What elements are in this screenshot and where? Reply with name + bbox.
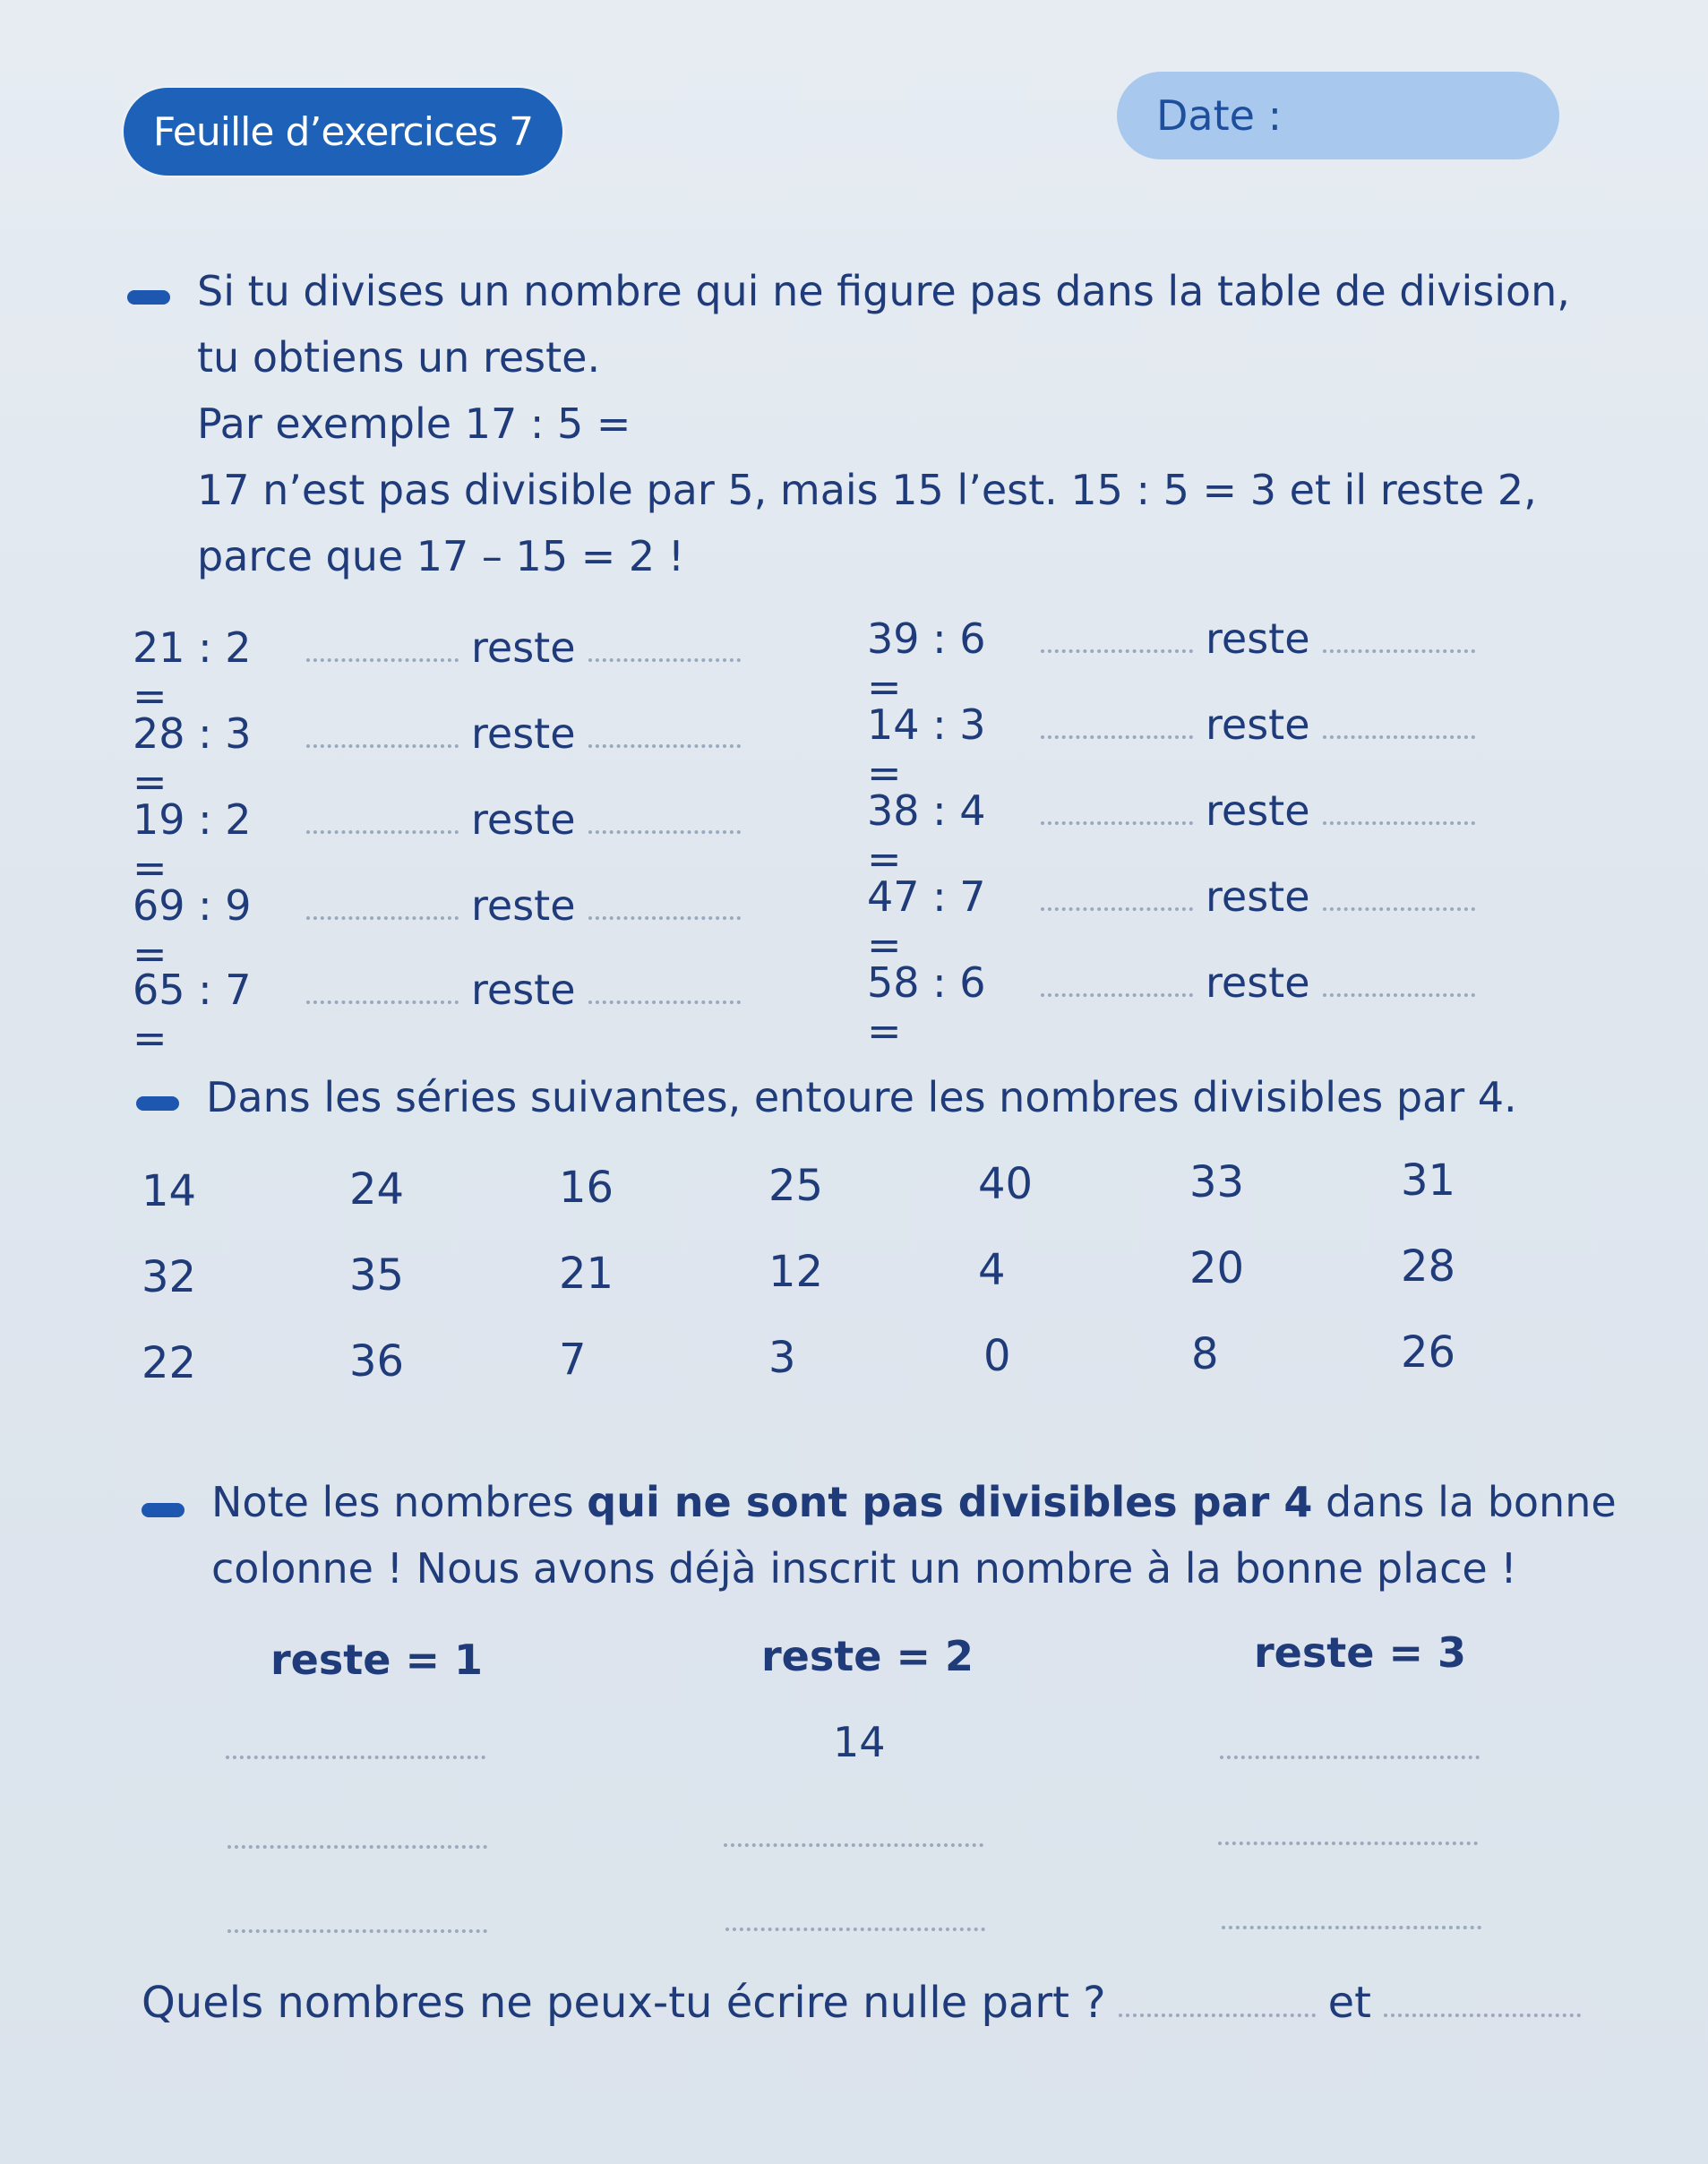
intro-text xyxy=(197,258,1576,589)
bullet-icon xyxy=(142,1503,185,1517)
remainder-answer-blank[interactable] xyxy=(588,997,741,1004)
division-row xyxy=(867,786,1488,883)
sorting-instruction-line-2: colonne ! Nous avons déjà inscrit un nombre à la bonne place ! xyxy=(211,1544,1517,1593)
answer-blank-first[interactable] xyxy=(1119,2010,1316,2017)
remainder-answer-blank[interactable] xyxy=(1323,646,1475,653)
intro-line-2: tu obtiens un reste. xyxy=(197,333,601,382)
quotient-answer-blank[interactable] xyxy=(1041,732,1193,739)
answer-blank-col1-row1[interactable] xyxy=(226,1752,485,1759)
grid-number[interactable]: 32 xyxy=(142,1252,197,1302)
grid-number[interactable]: 26 xyxy=(1401,1327,1456,1378)
quotient-answer-blank[interactable] xyxy=(306,655,459,662)
remainder-answer-blank[interactable] xyxy=(1323,990,1475,997)
division-expression: 69 : 9 = xyxy=(133,881,252,978)
quotient-answer-blank[interactable] xyxy=(1041,818,1193,825)
division-expression: 28 : 3 = xyxy=(133,709,252,806)
division-expression: 14 : 3 = xyxy=(867,700,986,797)
worksheet-title-badge xyxy=(124,88,562,176)
division-expression: 21 : 2 = xyxy=(133,623,252,720)
bullet-icon xyxy=(136,1096,179,1111)
grid-number[interactable]: 12 xyxy=(768,1247,824,1297)
column-header-reste-3: reste = 3 xyxy=(1254,1628,1467,1677)
grid-number[interactable]: 31 xyxy=(1401,1155,1456,1206)
answer-blank-col2-row3[interactable] xyxy=(725,1924,985,1931)
intro-line-5: parce que 17 – 15 = 2 ! xyxy=(197,532,685,580)
answer-blank-col1-row2[interactable] xyxy=(227,1842,487,1849)
answer-blank-col1-row3[interactable] xyxy=(227,1926,487,1933)
column-header-reste-2: reste = 2 xyxy=(761,1632,974,1680)
division-expression: 19 : 2 = xyxy=(133,795,252,892)
division-expression: 65 : 7 = xyxy=(133,966,252,1062)
final-question-row xyxy=(142,1978,1593,2028)
date-field[interactable] xyxy=(1117,72,1559,159)
division-row xyxy=(867,872,1488,969)
answer-blank-col3-row1[interactable] xyxy=(1220,1752,1480,1759)
reste-label: reste xyxy=(1206,786,1310,835)
quotient-answer-blank[interactable] xyxy=(306,913,459,920)
quotient-answer-blank[interactable] xyxy=(1041,990,1193,997)
remainder-answer-blank[interactable] xyxy=(1323,732,1475,739)
reste-label: reste xyxy=(1206,958,1310,1007)
grid-number[interactable]: 16 xyxy=(559,1163,614,1213)
reste-label: reste xyxy=(471,795,576,844)
grid-number[interactable]: 14 xyxy=(142,1166,197,1216)
grid-number[interactable]: 33 xyxy=(1189,1157,1245,1207)
division-row xyxy=(133,966,753,1062)
division-row xyxy=(133,795,753,892)
quotient-answer-blank[interactable] xyxy=(1041,904,1193,911)
answer-blank-col3-row2[interactable] xyxy=(1218,1838,1478,1845)
answer-blank-col3-row3[interactable] xyxy=(1222,1922,1481,1929)
grid-number[interactable]: 35 xyxy=(349,1250,405,1301)
grid-number[interactable]: 25 xyxy=(768,1161,824,1211)
bullet-icon xyxy=(127,290,170,305)
quotient-answer-blank[interactable] xyxy=(1041,646,1193,653)
reste-label: reste xyxy=(1206,614,1310,663)
date-label: Date : xyxy=(1156,91,1283,140)
grid-number[interactable]: 3 xyxy=(768,1333,796,1383)
reste-label: reste xyxy=(471,966,576,1014)
division-row xyxy=(867,958,1488,1055)
reste-label: reste xyxy=(1206,872,1310,921)
division-row xyxy=(867,700,1488,797)
instruction-text: Note les nombres xyxy=(211,1478,588,1526)
division-row xyxy=(133,623,753,720)
division-row xyxy=(867,614,1488,711)
intro-line-3: Par exemple 17 : 5 = xyxy=(197,399,631,448)
reste-label: reste xyxy=(1206,700,1310,749)
answer-blank-second[interactable] xyxy=(1384,2010,1581,2017)
quotient-answer-blank[interactable] xyxy=(306,827,459,834)
and-label: et xyxy=(1327,1978,1371,2028)
division-row xyxy=(133,881,753,978)
grid-number[interactable]: 0 xyxy=(983,1331,1011,1381)
grid-number[interactable]: 28 xyxy=(1401,1241,1456,1292)
grid-number[interactable]: 8 xyxy=(1191,1329,1219,1379)
grid-number[interactable]: 22 xyxy=(142,1338,197,1388)
grid-number[interactable]: 7 xyxy=(559,1335,587,1385)
prefilled-answer: 14 xyxy=(833,1718,886,1766)
quotient-answer-blank[interactable] xyxy=(306,741,459,748)
remainder-answer-blank[interactable] xyxy=(588,741,741,748)
grid-number[interactable]: 20 xyxy=(1189,1243,1245,1293)
series-instruction: Dans les séries suivantes, entoure les nombres divisibles par 4. xyxy=(206,1073,1517,1121)
sorting-instruction-line-1 xyxy=(211,1469,1617,1535)
division-expression: 58 : 6 = xyxy=(867,958,986,1055)
worksheet-title: Feuille d’exercices 7 xyxy=(152,108,534,155)
reste-label: reste xyxy=(471,623,576,672)
instruction-text: dans la bonne xyxy=(1312,1478,1617,1526)
column-header-reste-1: reste = 1 xyxy=(270,1636,484,1684)
reste-label: reste xyxy=(471,881,576,930)
instruction-emphasis: qui ne sont pas divisibles par 4 xyxy=(587,1478,1313,1526)
intro-line-1: Si tu divises un nombre qui ne figure pas dans la table de division, xyxy=(197,267,1570,315)
grid-number[interactable]: 24 xyxy=(349,1164,405,1215)
remainder-answer-blank[interactable] xyxy=(1323,818,1475,825)
remainder-answer-blank[interactable] xyxy=(588,827,741,834)
division-expression: 38 : 4 = xyxy=(867,786,986,883)
quotient-answer-blank[interactable] xyxy=(306,997,459,1004)
division-row xyxy=(133,709,753,806)
grid-number[interactable]: 21 xyxy=(559,1249,614,1299)
remainder-answer-blank[interactable] xyxy=(1323,904,1475,911)
grid-number[interactable]: 40 xyxy=(978,1159,1034,1209)
final-question-text: Quels nombres ne peux-tu écrire nulle part ? xyxy=(142,1978,1106,2028)
division-expression: 47 : 7 = xyxy=(867,872,986,969)
grid-number[interactable]: 4 xyxy=(978,1245,1006,1295)
intro-line-4: 17 n’est pas divisible par 5, mais 15 l’est. 15 : 5 = 3 et il reste 2, xyxy=(197,466,1537,514)
reste-label: reste xyxy=(471,709,576,758)
division-expression: 39 : 6 = xyxy=(867,614,986,711)
answer-blank-col2-row2[interactable] xyxy=(724,1840,983,1847)
remainder-answer-blank[interactable] xyxy=(588,913,741,920)
grid-number[interactable]: 36 xyxy=(349,1336,405,1387)
remainder-answer-blank[interactable] xyxy=(588,655,741,662)
